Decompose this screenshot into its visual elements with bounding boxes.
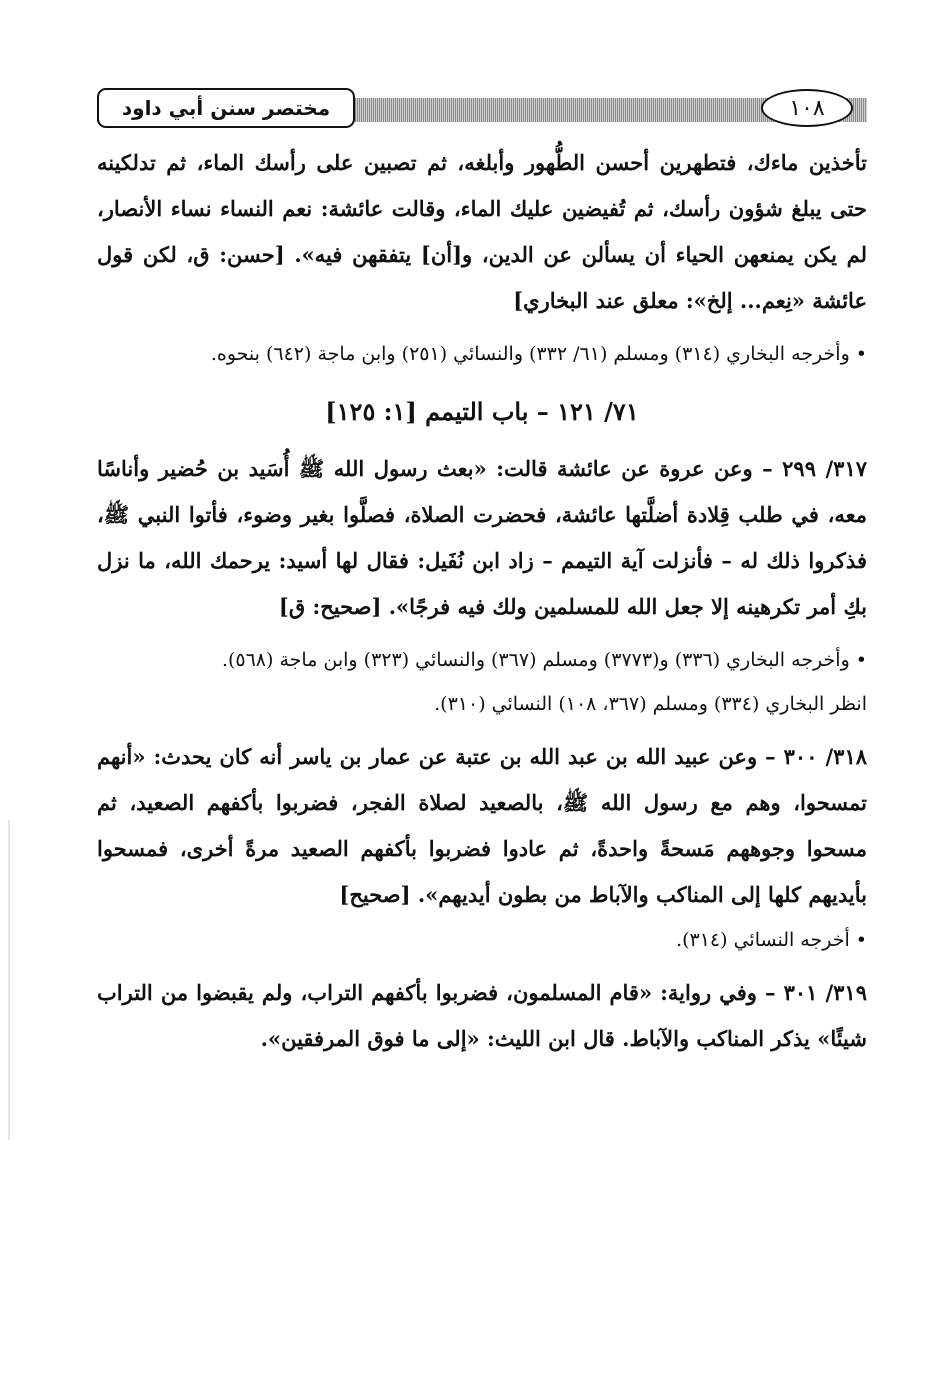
- page-body: [97, 140, 867, 1062]
- paragraph-hadith-317: ٣١٧/ ٢٩٩ – وعن عروة عن عائشة قالت: «بعث رسول الله ﷺ أُسَيد بن حُضير وأناسًا معه، في طلب قِلادة أضلَّتها عائشة، فحضرت الصلاة، فصلَّوا بغير وضوء، فأتوا النبي ﷺ، فذكروا ذلك له – فأنزلت آية التيمم – زاد ابن نُفَيل: فقال لها أسيد: يرحمك الله، ما نزل بكِ أمر تكرهينه إلا جعل الله للمسلمين ولك فيه فرجًا». [صحيح: ق]: [97, 456, 868, 619]
- footnote-takhrij-3: • أخرجه النسائي (٣١٤).: [97, 918, 867, 962]
- page-number: ١٠٨: [761, 89, 853, 127]
- book-title: مختصر سنن أبي داود: [97, 88, 355, 128]
- paragraph-hadith-318: ٣١٨/ ٣٠٠ – وعن عبيد الله بن عبد الله بن عتبة عن عمار بن ياسر أنه كان يحدث: «أنهم تمسحوا، وهم مع رسول الله ﷺ، بالصعيد لصلاة الفجر، فضربوا بأكفهم الصعيد، ثم مسحوا وجوههم مَسحةً واحدةً، ثم عادوا فضربوا بأكفهم الصعيد مرةً أخرى، فمسحوا بأيديهم كلها إلى المناكب والآباط من بطون أيديهم». [صحيح]: [97, 744, 868, 907]
- page-header: [97, 88, 867, 132]
- paragraph-hadith-continuation: تأخذين ماءك، فتطهرين أحسن الطُّهور وأبلغه، ثم تصبين على رأسك الماء، ثم تدلكينه حتى يبلغ شؤون رأسك، ثم تُفيضين عليك الماء، وقالت عائشة: نعم النساء نساء الأنصار، لم يكن يمنعهن الحياء أن يسألن عن الدين، و[أن] يتفقهن فيه». [حسن: ق، لكن قول عائشة «نِعم... إلخ»: معلق عند البخاري]: [97, 150, 867, 313]
- paragraph-hadith-319: ٣١٩/ ٣٠١ – وفي رواية: «قام المسلمون، فضربوا بأكفهم التراب، ولم يقبضوا من التراب شيئًا» يذكر المناكب والآباط. قال ابن الليث: «إلى ما فوق المرفقين».: [97, 980, 867, 1051]
- chapter-heading: ٧١/ ١٢١ – باب التيمم [١: ١٢٥]: [325, 397, 639, 426]
- scan-edge-mark: [8, 820, 10, 1140]
- footnote-see-also: انظر البخاري (٣٣٤) ومسلم (٣٦٧، ١٠٨) النسائي (٣١٠).: [434, 693, 867, 715]
- footnote-takhrij-1: • وأخرجه البخاري (٣١٤) ومسلم (٦١/ ٣٣٢) والنسائي (٢٥١) وابن ماجة (٦٤٢) بنحوه.: [97, 332, 867, 376]
- footnote-takhrij-2: • وأخرجه البخاري (٣٣٦) و(٣٧٧٣) ومسلم (٣٦٧) والنسائي (٣٢٣) وابن ماجة (٥٦٨).: [97, 638, 867, 682]
